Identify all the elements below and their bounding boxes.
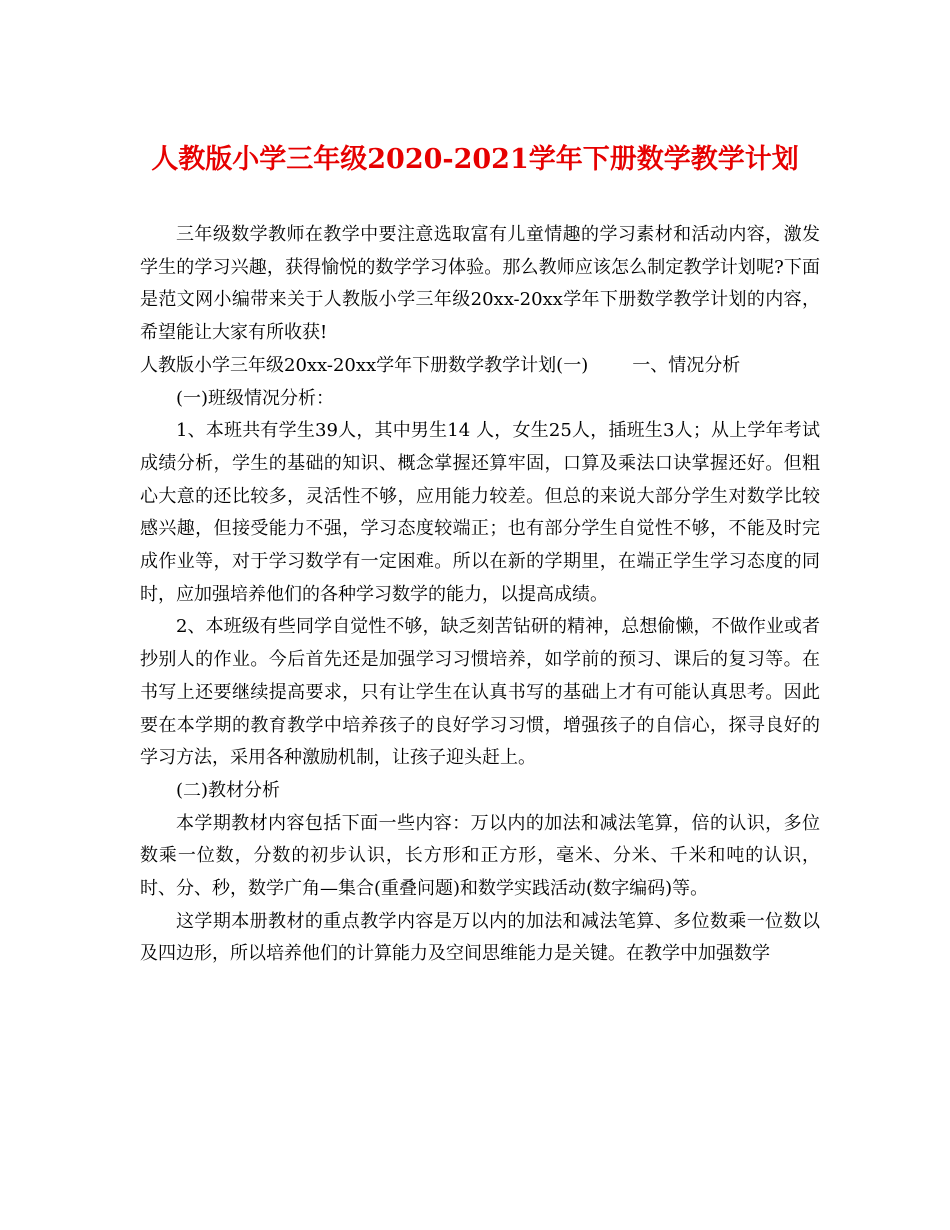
class-analysis-paragraph-2: 2、本班级有些同学自觉性不够，缺乏刻苦钻研的精神，总想偷懒，不做作业或者抄别人的作业。今后首先还是加强学习习惯培养，如学前的预习、课后的复习等。在书写上还要继续提高要求，只有让学生在认真书写的基础上才有可能认真思考。因此要在本学期的教育教学中培养孩子的良好学习习惯，增强孩子的自信心，探寻良好的学习方法，采用各种激励机制，让孩子迎头赶上。 <box>140 616 820 769</box>
document-title: 人教版小学三年级2020-2021学年下册数学教学计划 <box>151 144 799 175</box>
textbook-paragraph-2: 这学期本册教材的重点教学内容是万以内的加法和减法笔算、多位数乘一位数以及四边形，所以培养他们的计算能力及空间思维能力是关键。在教学中加强数学 <box>140 910 820 965</box>
subtitle-line <box>140 350 820 383</box>
textbook-analysis-heading: (二)教材分析 <box>176 779 281 801</box>
class-analysis-heading: (一)班级情况分析： <box>176 387 335 409</box>
class-analysis-paragraph-1: 1、本班共有学生39人，其中男生14 人，女生25人，插班生3人；从上学年考试成绩分析，学生的基础的知识、概念掌握还算牢固，口算及乘法口诀掌握还好。但粗心大意的还比较多，灵活性不够，应用能力较差。但总的来说大部分学生对数学比较感兴趣，但接受能力不强，学习态度较端正；也有部分学生自觉性不够，不能及时完成作业等，对于学习数学有一定困难。所以在新的学期里，在端正学生学习态度的同时，应加强培养他们的各种学习数学的能力，以提高成绩。 <box>140 420 820 605</box>
document-body <box>140 219 820 971</box>
plan-subtitle: 人教版小学三年级20xx-20xx学年下册数学教学计划(一) <box>140 354 589 376</box>
section-heading-situation: 一、情况分析 <box>632 354 741 376</box>
textbook-paragraph-1: 本学期教材内容包括下面一些内容：万以内的加法和减法笔算，倍的认识，多位数乘一位数，分数的初步认识，长方形和正方形，毫米、分米、千米和吨的认识，时、分、秒，数学广角—集合(重叠问题)和数学实践活动(数字编码)等。 <box>140 812 820 900</box>
intro-paragraph: 三年级数学教师在教学中要注意选取富有儿童情趣的学习素材和活动内容，激发学生的学习兴趣，获得愉悦的数学学习体验。那么教师应该怎么制定教学计划呢?下面是范文网小编带来关于人教版小学三年级20xx-20xx学年下册数学教学计划的内容，希望能让大家有所收获! <box>140 224 820 344</box>
